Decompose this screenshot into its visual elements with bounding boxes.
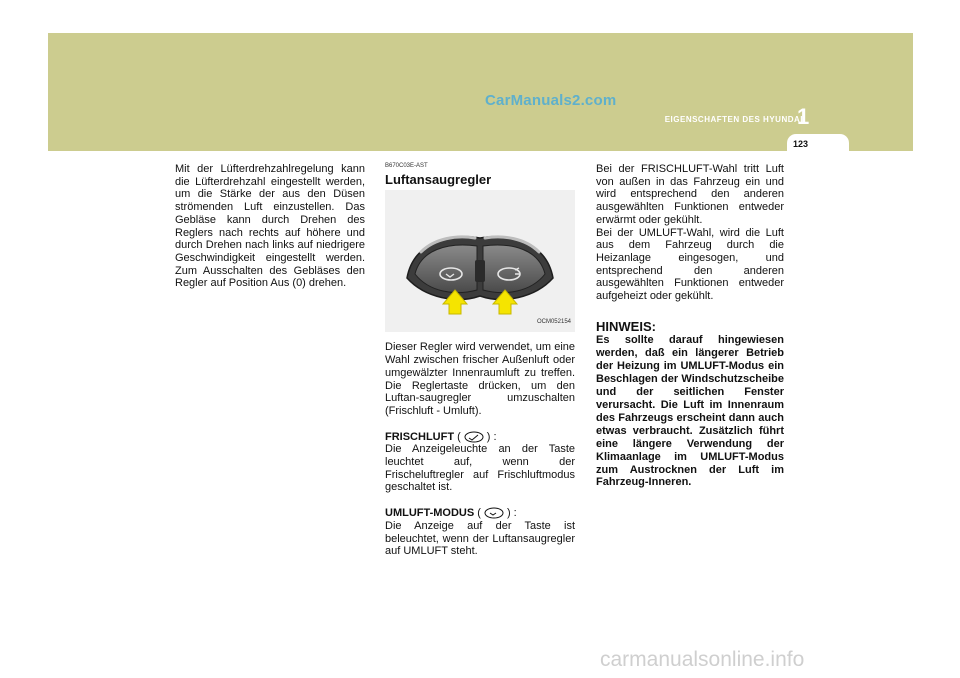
column-2	[385, 160, 575, 571]
footer-watermark[interactable]: carmanualsonline.info	[600, 648, 805, 671]
page-number: 123	[793, 139, 809, 149]
air-intake-control-illustration	[385, 190, 575, 332]
header-band	[48, 33, 913, 151]
blower-paragraph: Mit der Lüfterdrehzahlregelung kann die Lüfterdrehzahl eingestellt werden, um die Stärke der aus den Düsen strömenden Luft einzustellen. Das Gebläse kann durch Drehen des Reglers nach rechts auf höhere und durch Drehen nach links auf niedrigere Geschwindigkeit eingestellt werden. Zum Ausschalten des Gebläses den Regler auf Position Aus (0) drehen.	[175, 163, 365, 290]
chapter-title: EIGENSCHAFTEN DES HYUNDAI	[664, 115, 803, 124]
air-intake-figure	[385, 190, 575, 332]
fresh-air-explanation: Bei der FRISCHLUFT-Wahl tritt Luft von außen in das Fahrzeug ein und wird entsprechend den anderen ausgewählten Funktionen entweder erwärmt oder gekühlt.	[596, 163, 784, 226]
recirc-open: (	[477, 507, 481, 520]
fresh-air-description: Die Anzeigeleuchte an der Taste leuchtet auf, wenn der Frischeluftregler auf Frischluftmodus geschaltet ist.	[385, 443, 575, 494]
recirc-label: UMLUFT-MODUS	[385, 507, 475, 520]
recirc-inline-icon	[483, 507, 505, 519]
recirc-close: ) :	[506, 507, 517, 520]
fresh-open: (	[457, 430, 461, 443]
watermark-link[interactable]: CarManuals2.com	[485, 92, 617, 109]
fresh-air-paragraph	[385, 431, 575, 495]
column-1	[175, 163, 365, 303]
recirc-description: Die Anzeige auf der Taste ist beleuchtet, wenn der Luftansaugregler auf UMLUFT steht.	[385, 519, 575, 558]
note-text: Es sollte darauf hingewiesen werden, daß ein längerer Betrieb der Heizung im UMLUFT-Modus ein Beschlagen der Windschutzscheibe und der seitlichen Fenster verursacht. Die Luft im Innenraum des Fahrzeugs erscheint dann auch etwas verbraucht. Zusätzlich führt eine längere Verwendung der Klimaanlage im UMLUFT-Modus zum Austrocknen der Luft im Fahrzeug-Inneren.	[596, 334, 784, 489]
note-title: HINWEIS:	[596, 318, 656, 334]
section-title: Luftansaugregler	[385, 171, 492, 187]
fresh-air-label: FRISCHLUFT	[385, 430, 455, 443]
fresh-air-inline-icon	[463, 431, 485, 443]
section-code: B670C03E-AST	[385, 163, 428, 169]
recirc-explanation: Bei der UMLUFT-Wahl, wird die Luft aus dem Fahrzeug durch die Heizanlage eingesogen, und entsprechend den anderen ausgewählten Funktionen entweder aufgeheizt oder gekühlt.	[596, 226, 784, 303]
fresh-close: ) :	[486, 430, 497, 443]
figure-code: OCM052154	[536, 318, 571, 325]
column-3	[596, 163, 784, 489]
recirc-paragraph	[385, 507, 575, 558]
intro-paragraph: Dieser Regler wird verwendet, um eine Wahl zwischen frischer Außenluft oder umgewälzter Innenraumluft zu treffen. Die Reglertaste drücken, um den Luftan-saugregler umzuschalten (Frischluft - Umluft).	[385, 341, 575, 417]
chapter-number: 1	[797, 104, 810, 129]
